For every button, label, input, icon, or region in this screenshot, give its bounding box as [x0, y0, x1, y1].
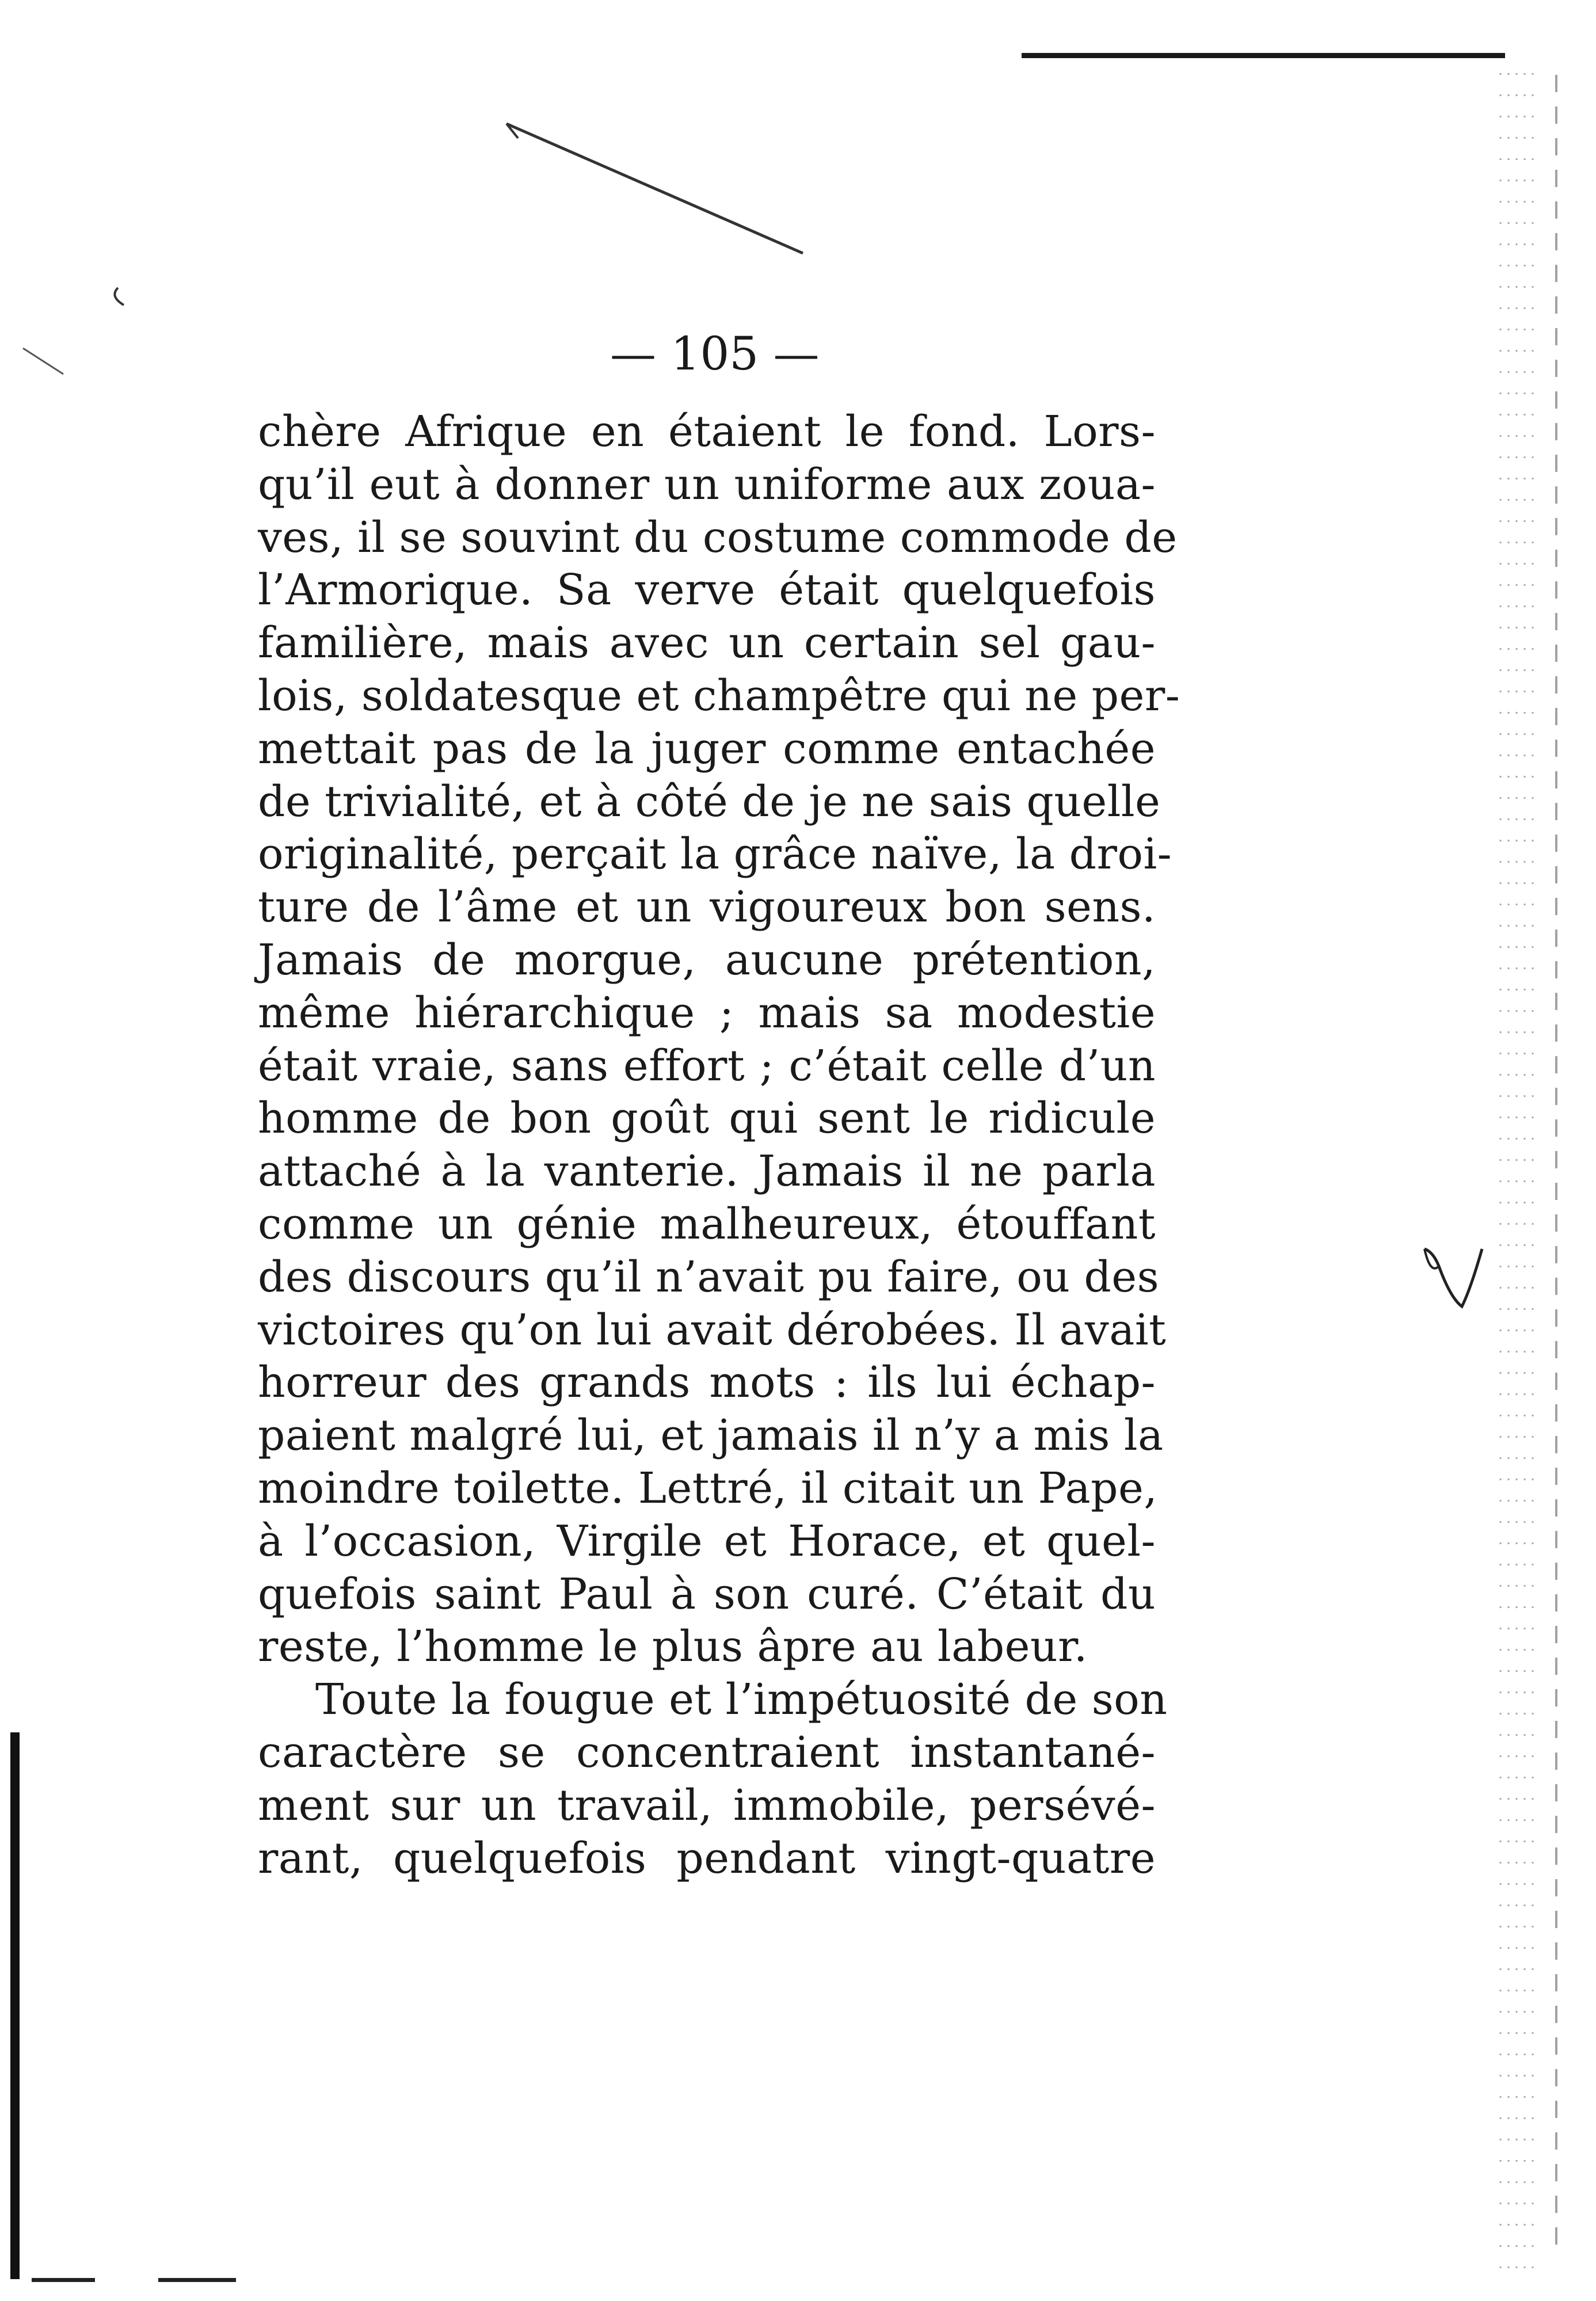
- text-line: familière, mais avec un certain sel gau-: [258, 618, 1156, 668]
- text-line: chère Afrique en étaient le fond. Lors-: [258, 407, 1156, 456]
- text-line: mettait pas de la juger comme entachée: [258, 723, 1156, 774]
- text-line: à l’occasion, Virgile et Horace, et quel-: [258, 1516, 1156, 1566]
- binding-edge-speckle: [1496, 63, 1537, 2279]
- left-edge-bar: [10, 1732, 20, 2279]
- text-line: ment sur un travail, immobile, persévé-: [258, 1780, 1156, 1830]
- text-line: de trivialité, et à côté de je ne sais quelle: [258, 776, 1161, 826]
- text-line: horreur des grands mots : ils lui échap-: [258, 1358, 1156, 1408]
- text-line: Jamais de morgue, aucune prétention,: [258, 935, 1156, 985]
- text-line: des discours qu’il n’avait pu faire, ou des: [258, 1252, 1160, 1302]
- text-line: attaché à la vanterie. Jamais il ne parla: [258, 1146, 1156, 1197]
- text-line: ves, il se souvint du costume commode de: [258, 512, 1178, 562]
- text-line: rant, quelquefois pendant vingt-quatre: [258, 1833, 1156, 1883]
- text-line: ture de l’âme et un vigoureux bon sens.: [258, 882, 1156, 932]
- pencil-stroke: [506, 124, 803, 253]
- text-line: l’Armorique. Sa verve était quelquefois: [258, 565, 1156, 615]
- pencil-stroke: [23, 348, 63, 374]
- text-line: même hiérarchique ; mais sa modestie: [258, 988, 1156, 1038]
- pencil-stroke: [506, 124, 518, 138]
- binding-edge-line: [1555, 75, 1557, 2250]
- check-mark: [1424, 1249, 1439, 1268]
- text-line: Toute la fougue et l’impétuosité de son: [315, 1675, 1168, 1725]
- page-number: — 105 —: [610, 327, 820, 380]
- text-line: caractère se concentraient instantané-: [258, 1727, 1156, 1777]
- text-line: paient malgré lui, et jamais il n’y a mis la: [258, 1411, 1164, 1461]
- bottom-edge-mark: [32, 2278, 95, 2282]
- bottom-edge-mark: [158, 2278, 236, 2282]
- top-edge-rule: [1022, 53, 1505, 58]
- text-line: originalité, perçait la grâce naïve, la droi-: [258, 829, 1172, 879]
- text-line: quefois saint Paul à son curé. C’était du: [258, 1569, 1156, 1619]
- text-line: homme de bon goût qui sent le ridicule: [258, 1094, 1156, 1144]
- text-line: qu’il eut à donner un uniforme aux zoua-: [258, 459, 1156, 509]
- body-text: [258, 406, 1180, 1885]
- text-line: comme un génie malheureux, étouffant: [258, 1199, 1156, 1249]
- text-line: lois, soldatesque et champêtre qui ne per-: [258, 671, 1180, 721]
- pencil-stroke: [115, 288, 124, 305]
- text-line: était vraie, sans effort ; c’était celle d’un: [258, 1041, 1156, 1091]
- text-line: victoires qu’on lui avait dérobées. Il avait: [258, 1305, 1167, 1355]
- check-mark: [1424, 1249, 1482, 1306]
- text-line: reste, l’homme le plus âpre au labeur.: [258, 1622, 1088, 1672]
- text-line: moindre toilette. Lettré, il citait un Pape,: [258, 1463, 1158, 1513]
